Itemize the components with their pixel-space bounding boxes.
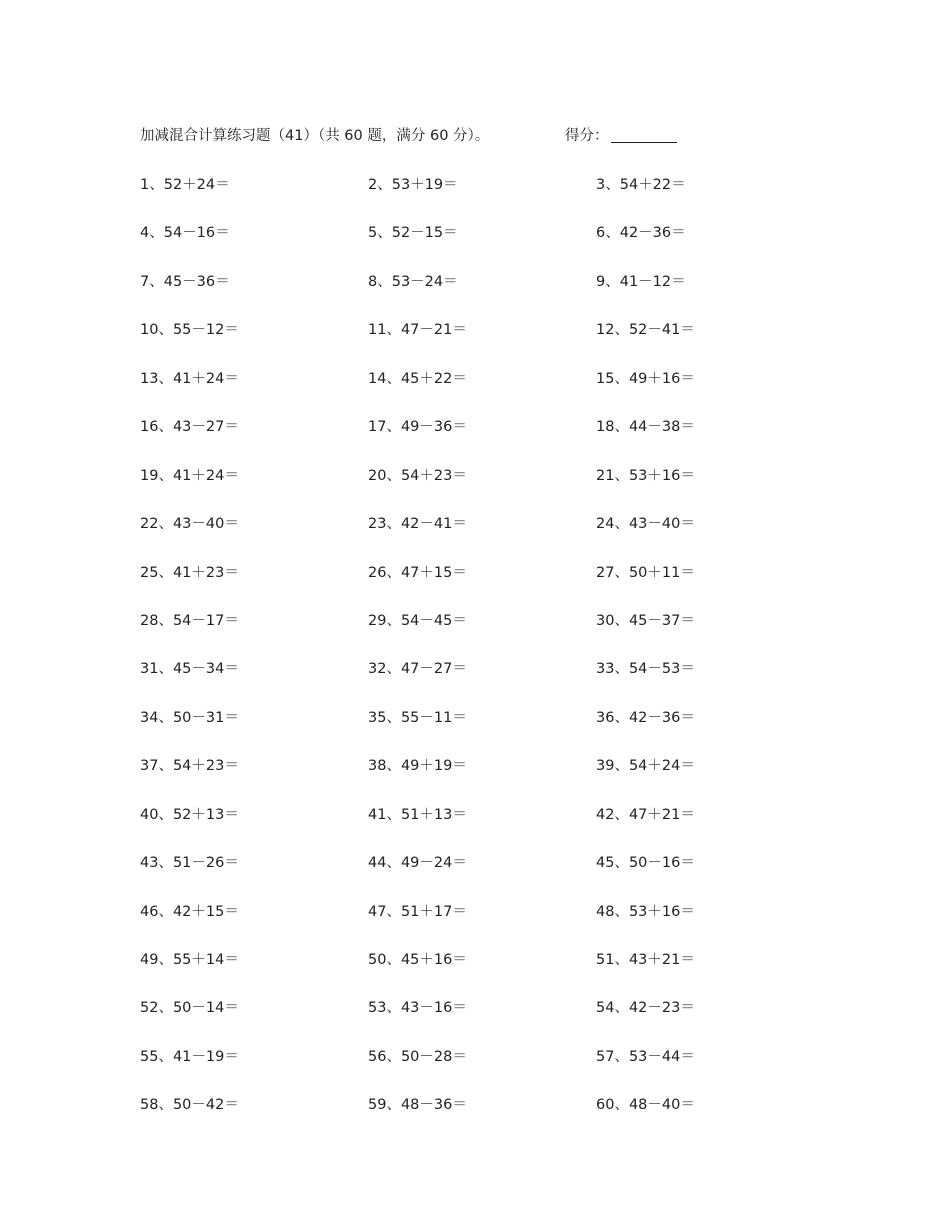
score-field: [565, 126, 677, 146]
problem-item: 44、49－24＝: [368, 855, 467, 872]
problem-item: 40、52＋13＝: [140, 806, 239, 823]
problem-item: 38、49＋19＝: [368, 758, 467, 775]
problem-item: 37、54＋23＝: [140, 758, 239, 775]
problem-item: 19、41＋24＝: [140, 467, 239, 484]
problem-item: 17、49－36＝: [368, 419, 467, 436]
problem-item: 33、54－53＝: [596, 661, 695, 678]
problem-item: 13、41＋24＝: [140, 370, 239, 387]
worksheet-header: [140, 126, 840, 150]
problem-item: 3、54＋22＝: [596, 177, 686, 193]
problem-item: 36、42－36＝: [596, 709, 695, 726]
problem-item: 25、41＋23＝: [140, 564, 239, 581]
worksheet-title: 加减混合计算练习题（41）（共 60 题，满分 60 分）。: [140, 128, 490, 144]
problem-item: 39、54＋24＝: [596, 758, 695, 775]
problem-item: 2、53＋19＝: [368, 177, 458, 193]
problem-item: 52、50－14＝: [140, 1000, 239, 1017]
problem-item: 55、41－19＝: [140, 1048, 239, 1065]
problem-item: 23、42－41＝: [368, 516, 467, 533]
problem-item: 14、45＋22＝: [368, 370, 467, 387]
problem-item: 53、43－16＝: [368, 1000, 467, 1017]
problem-item: 59、48－36＝: [368, 1097, 467, 1114]
problem-item: 16、43－27＝: [140, 419, 239, 436]
problem-item: 10、55－12＝: [140, 322, 239, 339]
problem-item: 31、45－34＝: [140, 661, 239, 678]
problem-item: 60、48－40＝: [596, 1097, 695, 1114]
problem-item: 6、42－36＝: [596, 225, 686, 242]
problem-item: 27、50＋11＝: [596, 564, 695, 581]
problem-item: 9、41－12＝: [596, 273, 686, 290]
problem-item: 7、45－36＝: [140, 273, 230, 290]
problem-item: 43、51－26＝: [140, 855, 239, 872]
problem-item: 48、53＋16＝: [596, 903, 695, 920]
problem-item: 32、47－27＝: [368, 661, 467, 678]
problem-item: 15、49＋16＝: [596, 370, 695, 387]
problem-item: 41、51＋13＝: [368, 806, 467, 823]
problem-item: 11、47－21＝: [368, 322, 467, 339]
problem-item: 24、43－40＝: [596, 516, 695, 533]
problem-item: 8、53－24＝: [368, 273, 458, 290]
problem-item: 5、52－15＝: [368, 225, 458, 242]
problem-grid: [140, 175, 840, 1144]
problem-item: 45、50－16＝: [596, 855, 695, 872]
score-label: 得分：: [565, 128, 609, 144]
problem-item: 46、42＋15＝: [140, 903, 239, 920]
problem-item: 34、50－31＝: [140, 709, 239, 726]
problem-item: 28、54－17＝: [140, 612, 239, 629]
problem-item: 56、50－28＝: [368, 1048, 467, 1065]
problem-item: 30、45－37＝: [596, 612, 695, 629]
problem-item: 1、52＋24＝: [140, 177, 230, 193]
problem-item: 49、55＋14＝: [140, 952, 239, 968]
problem-item: 58、50－42＝: [140, 1097, 239, 1114]
problem-item: 57、53－44＝: [596, 1048, 695, 1065]
problem-item: 42、47＋21＝: [596, 806, 695, 823]
score-blank[interactable]: [611, 126, 677, 143]
problem-item: 4、54－16＝: [140, 225, 230, 242]
problem-item: 51、43＋21＝: [596, 952, 695, 968]
problem-item: 47、51＋17＝: [368, 903, 467, 920]
problem-item: 12、52－41＝: [596, 322, 695, 339]
problem-item: 20、54＋23＝: [368, 467, 467, 484]
problem-item: 29、54－45＝: [368, 612, 467, 629]
problem-item: 54、42－23＝: [596, 1000, 695, 1017]
problem-item: 21、53＋16＝: [596, 467, 695, 484]
problem-item: 26、47＋15＝: [368, 564, 467, 581]
problem-item: 35、55－11＝: [368, 709, 467, 726]
problem-item: 22、43－40＝: [140, 516, 239, 533]
problem-item: 18、44－38＝: [596, 419, 695, 436]
problem-item: 50、45＋16＝: [368, 952, 467, 968]
